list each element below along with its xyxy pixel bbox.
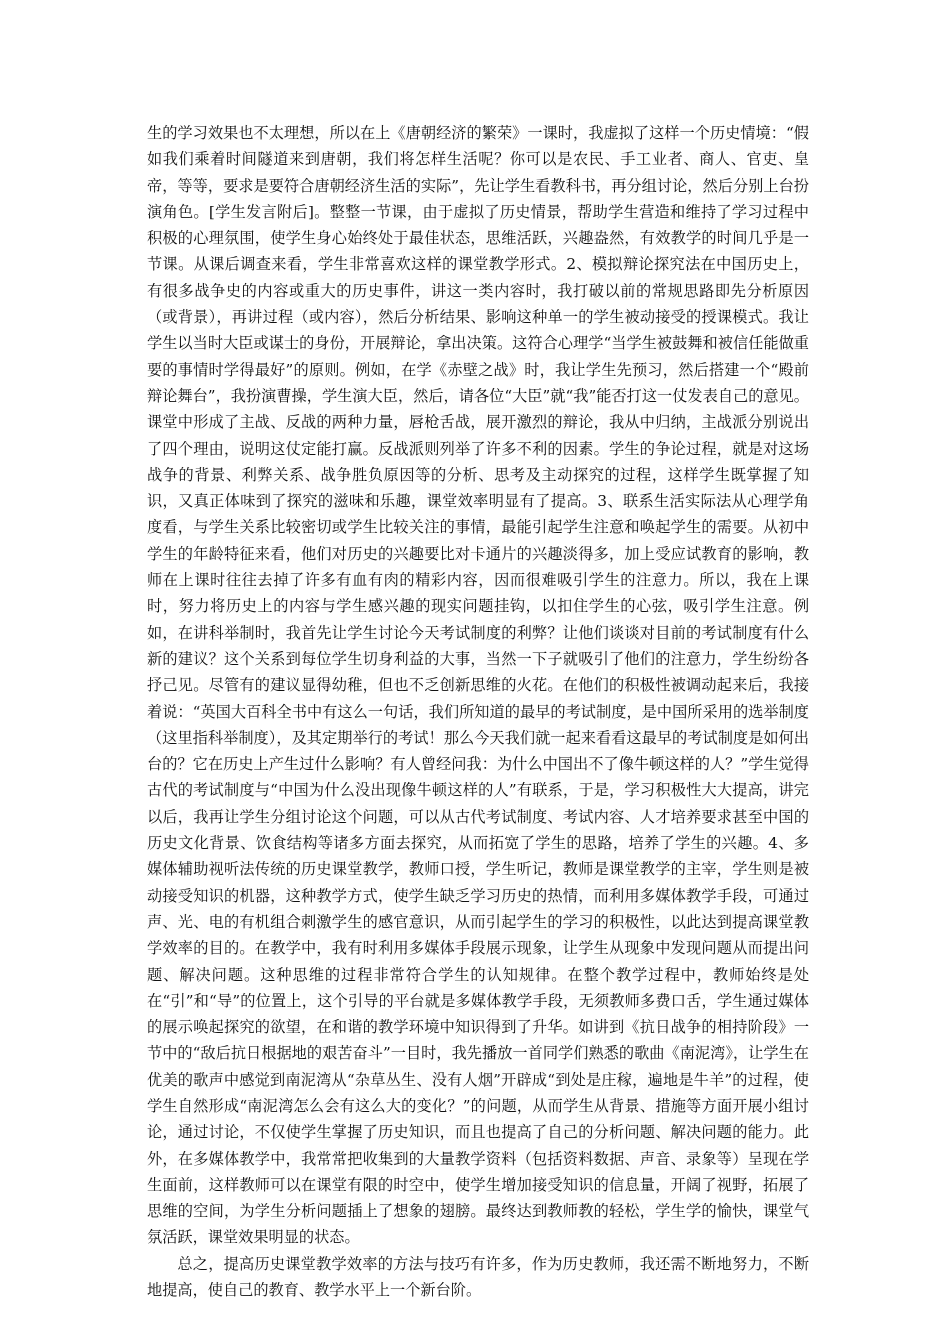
- body-paragraph-conclusion: 总之，提高历史课堂教学效率的方法与技巧有许多，作为历史教师，我还需不断地努力，不断地提高，使自己的教育、教学水平上一个新台阶。: [147, 1254, 809, 1300]
- document-body: [147, 120, 809, 1303]
- body-paragraph-continued: 生的学习效果也不太理想，所以在上《唐朝经济的繁荣》一课时，我虚拟了这样一个历史情境：“假如我们乘着时间隧道来到唐朝，我们将怎样生活呢？你可以是农民、手工业者、商人、官吏、皇帝，等等，要求是要符合唐朝经济生活的实际”，先让学生看教科书，再分组讨论，然后分别上台扮演角色。[学生发言附后]。整整一节课，由于虚拟了历史情景，帮助学生营造和维持了学习过程中积极的心理氛围，使学生身心始终处于最佳状态，思维活跃，兴趣盎然，有效教学的时间几乎是一节课。从课后调查来看，学生非常喜欢这样的课堂教学形式。2、模拟辩论探究法在中国历史上，有很多战争史的内容或重大的历史事件，讲这一类内容时，我打破以前的常规思路即先分析原因（或背景），再讲过程（或内容），然后分析结果、影响这种单一的学生被动接受的授课模式。我让学生以当时大臣或谋士的身份，开展辩论，拿出决策。这符合心理学“当学生被鼓舞和被信任能做重要的事情时学得最好”的原则。例如，在学《赤壁之战》时，我让学生先预习，然后搭建一个“殿前辩论舞台”，我扮演曹操，学生演大臣，然后，请各位“大臣”就“我”能否打这一仗发表自己的意见。课堂中形成了主战、反战的两种力量，唇枪舌战，展开激烈的辩论，我从中归纳，主战派分别说出了四个理由，说明这仗定能打赢。反战派则列举了许多不利的因素。学生的争论过程，就是对这场战争的背景、利弊关系、战争胜负原因等的分析、思考及主动探究的过程，这样学生既掌握了知识，又真正体味到了探究的滋味和乐趣，课堂效率明显有了提高。3、联系生活实际法从心理学角度看，与学生关系比较密切或学生比较关注的事情，最能引起学生注意和唤起学生的需要。从初中学生的年龄特征来看，他们对历史的兴趣要比对卡通片的兴趣淡得多，加上受应试教育的影响，教师在上课时往往去掉了许多有血有肉的精彩内容，因而很难吸引学生的注意力。所以，我在上课时，努力将历史上的内容与学生感兴趣的现实问题挂钩，以扣住学生的心弦，吸引学生注意。例如，在讲科举制时，我首先让学生讨论今天考试制度的利弊？让他们谈谈对目前的考试制度有什么新的建议？这个关系到每位学生切身利益的大事，当然一下子就吸引了他们的注意力，学生纷纷各抒己见。尽管有的建议显得幼稚，但也不乏创新思维的火花。在他们的积极性被调动起来后，我接着说：“英国大百科全书中有这么一句话，我们所知道的最早的考试制度，是中国所采用的选举制度（这里指科举制度），及其定期举行的考试！那么今天我们就一起来看看这最早的考试制度是如何出台的？它在历史上产生过什么影响？有人曾经问我：为什么中国出不了像牛顿这样的人？”学生觉得古代的考试制度与“中国为什么没出现像牛顿这样的人”有联系，于是，学习积极性大大提高，讲完以后，我再让学生分组讨论这个问题，可以从古代考试制度、考试内容、人才培养要求甚至中国的历史文化背景、饮食结构等诸多方面去探究，从而拓宽了学生的思路，培养了学生的兴趣。4、多媒体辅助视听法传统的历史课堂教学，教师口授，学生听记，教师是课堂教学的主宰，学生则是被动接受知识的机器，这种教学方式，使学生缺乏学习历史的热情，而利用多媒体教学手段，可通过声、光、电的有机组合刺激学生的感官意识，从而引起学生的学习的积极性，以此达到提高课堂教学效率的目的。在教学中，我有时利用多媒体手段展示现象，让学生从现象中发现问题从而提出问题、解决问题。这种思维的过程非常符合学生的认知规律。在整个教学过程中，教师始终是处在“引”和“导”的位置上，这个引导的平台就是多媒体教学手段，无须教师多费口舌，学生通过媒体的展示唤起探究的欲望，在和谐的教学环境中知识得到了升华。如讲到《抗日战争的相持阶段》一节中的“敌后抗日根据地的艰苦奋斗”一目时，我先播放一首同学们熟悉的歌曲《南泥湾》，让学生在优美的歌声中感觉到南泥湾从“杂草丛生、没有人烟”开辟成“到处是庄稼，遍地是牛羊”的过程，使学生自然形成“南泥湾怎么会有这么大的变化？”的问题，从而学生从背景、措施等方面开展小组讨论，通过讨论，不仅使学生掌握了历史知识，而且也提高了自己的分析问题、解决问题的能力。此外，在多媒体教学中，我常常把收集到的大量教学资料（包括资料数据、声音、录象等）呈现在学生面前，这样教师可以在课堂有限的时空中，使学生增加接受知识的信息量，开阔了视野，拓展了思维的空间，为学生分析问题插上了想象的翅膀。最终达到教师教的轻松，学生学的愉快，课堂气氛活跃，课堂效果明显的状态。: [147, 124, 809, 1247]
